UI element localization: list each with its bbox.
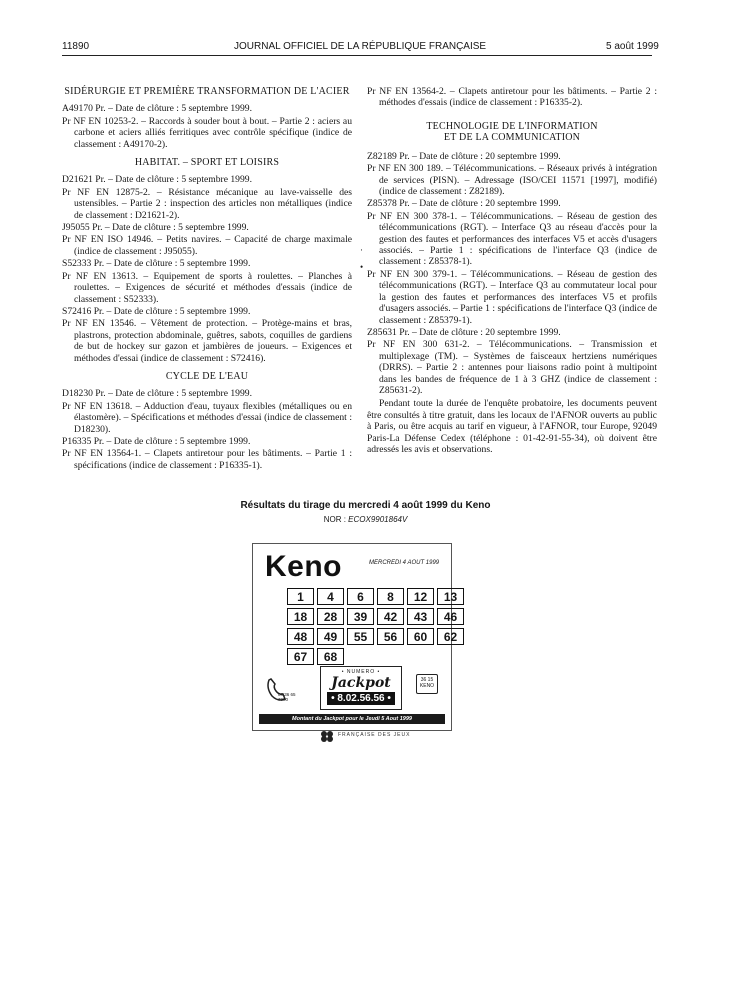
entry: Pr NF EN 300 189. – Télécommunications. – Réseaux privés à intégration de services (PISN). – Adressage (ISO/CEI 11571 [1997], modifié) (indice de classement : Z82189). (367, 163, 657, 198)
keno-number: 56 (377, 628, 404, 645)
keno-number: 49 (317, 628, 344, 645)
keno-ticket (252, 543, 458, 731)
ticket-date: MERCREDI 4 AOUT 1999 (369, 560, 440, 566)
entry: Pr NF EN 13546. – Vêtement de protection. – Protège-mains et bras, plastrons, protection abdominale, guêtres, sabots, coquilles de gardiens de but de hockey sur gazon et jambières de joueurs. – Exigences et méthodes d'essai (indice de classement : S72416). (62, 318, 352, 364)
section-title-cycle-eau: CYCLE DE L'EAU (165, 370, 249, 382)
phone-number (278, 692, 308, 702)
keno-number: 68 (317, 648, 344, 665)
entry: P16335 Pr. – Date de clôture : 5 septembre 1999. (62, 435, 251, 447)
keno-number: 55 (347, 628, 374, 645)
keno-number: 28 (317, 608, 344, 625)
keno-number: 60 (407, 628, 434, 645)
keno-number: 42 (377, 608, 404, 625)
closing-paragraph: Pendant toute la durée de l'enquête probatoire, les documents peuvent être consultés à titre gratuit, dans les locaux de l'AFNOR ouverts au public à Paris, ou être acquis au tarif en vigueur, à l'AFNOR, tour Europe, 92049 Paris-La Défense Cedex (téléphone : 01-42-91-55-34), où doivent être adressés les avis et observations. (367, 398, 657, 455)
entry: A49170 Pr. – Date de clôture : 5 septembre 1999. (62, 103, 252, 115)
keno-number: 62 (437, 628, 464, 645)
entry: D18230 Pr. – Date de clôture : 5 septembre 1999. (62, 388, 252, 400)
margin-mark: · (360, 245, 363, 255)
keno-number: 46 (437, 608, 464, 625)
entry: Pr NF EN 300 379-1. – Télécommunications. – Réseau de gestion des télécommunications (RGT). – Interface Q3 au commutateur local pour la gestion des fautes et performances des interfaces V5 et profils d'usagers associés. – Partie 1 : spécifications de l'interface Q3 (indice de classement : Z85379-1). (367, 268, 657, 326)
right-column (367, 86, 657, 455)
keno-number-grid (287, 588, 464, 665)
minitel-line: KENO (419, 683, 435, 689)
keno-logo: Keno (265, 550, 342, 583)
phone-line: 08 36 65 (278, 692, 296, 697)
entry: Pr NF EN 300 378-1. – Télécommunications. – Réseau de gestion des télécommunications (RGT). – Interface Q3 au réseau d'accès pour la gestion des fautes et performances des interfaces V5 et accès d'usagers associés. – Partie 1 : spécifications de l'interface Q3 (indice de classement : Z85378-1). (367, 210, 657, 268)
header-date: 5 août 1999 (606, 41, 659, 52)
entry: Pr NF EN 13618. – Adduction d'eau, tuyaux flexibles (métalliques ou en élastomère). – Spécifications et méthodes d'essai (indice de classement : D18230). (62, 400, 352, 435)
entry: S72416 Pr. – Date de clôture : 5 septembre 1999. (62, 305, 251, 317)
keno-number: 6 (347, 588, 374, 605)
entry: Pr NF EN 10253-2. – Raccords à souder bout à bout. – Partie 2 : aciers au carbone et aciers alliés ferritiques avec contrôle spécifique (indice de classement : A49170-2). (62, 115, 352, 150)
phone-line: 7000 (278, 697, 289, 702)
results-title: Résultats du tirage du mercredi 4 août 1999 du Keno (240, 500, 491, 511)
entry: Pr NF EN ISO 14946. – Petits navires. – Capacité de charge maximale (indice de classement : J95055). (62, 234, 352, 257)
left-column (62, 86, 352, 472)
keno-number: 8 (377, 588, 404, 605)
entry: D21621 Pr. – Date de clôture : 5 septembre 1999. (62, 174, 252, 186)
jackpot-box (320, 666, 402, 710)
section-title-technologie (367, 121, 657, 143)
page-number: 11890 (62, 41, 90, 52)
section-title-habitat: HABITAT. – SPORT ET LOISIRS (134, 157, 280, 169)
jackpot-logo: Jackpot (331, 675, 391, 691)
keno-number: 12 (407, 588, 434, 605)
fdj-label: FRANÇAISE DES JEUX (338, 732, 411, 738)
journal-title: JOURNAL OFFICIEL DE LA RÉPUBLIQUE FRANÇAISE (234, 41, 487, 52)
keno-number: 48 (287, 628, 314, 645)
keno-number: 4 (317, 588, 344, 605)
entry: Z82189 Pr. – Date de clôture : 20 septembre 1999. (367, 150, 561, 162)
jackpot-number: • 8.02.56.56 • (327, 692, 395, 705)
fdj-footer (252, 729, 450, 743)
keno-number: 43 (407, 608, 434, 625)
entry: Pr NF EN 13564-2. – Clapets antiretour pour les bâtiments. – Partie 2 : méthodes d'essais (indice de classement : P16335-2). (367, 86, 657, 109)
header-rule (62, 55, 652, 56)
entry: S52333 Pr. – Date de clôture : 5 septembre 1999. (62, 258, 251, 270)
keno-number: 1 (287, 588, 314, 605)
keno-number: 18 (287, 608, 314, 625)
keno-number: 67 (287, 648, 314, 665)
nor-code: ECOX9901864V (348, 515, 408, 524)
minitel-line: 36 15 (420, 677, 434, 683)
entry: Pr NF EN 13613. – Equipement de sports à roulettes. – Planches à roulettes. – Exigences de sécurité et méthodes d'essais (indice de classement : S52333). (62, 270, 352, 305)
entry: J95055 Pr. – Date de clôture : 5 septembre 1999. (62, 222, 249, 234)
jackpot-banner: Montant du Jackpot pour le Jeudi 5 Aout 1999 (259, 714, 445, 724)
entry: Pr NF EN 13564-1. – Clapets antiretour pour les bâtiments. – Partie 1 : spécifications (indice de classement : P16335-1). (62, 448, 352, 471)
keno-number: 13 (437, 588, 464, 605)
entry: Pr NF EN 12875-2. – Résistance mécanique au lave-vaisselle des ustensibles. – Partie 2 : inspection des articles non métalliques (indice de classement : D21621-2). (62, 186, 352, 221)
jackpot-label: • NUMERO • (341, 669, 381, 675)
margin-mark: • (360, 262, 364, 272)
results-nor (0, 515, 731, 524)
section-title-siderurgie: SIDÉRURGIE ET PREMIÈRE TRANSFORMATION DE L'ACIER (64, 86, 350, 97)
section-title-line: ET DE LA COMMUNICATION (443, 131, 581, 143)
keno-number: 39 (347, 608, 374, 625)
entry: Pr NF EN 300 631-2. – Télécommunications. – Transmission et multiplexage (TM). – Systèmes de faisceaux hertziens numériques (DRRS). – Partie 2 : antennes pour liaisons radio point à multipoint dans les bandes de fréquence de 1 à 3 GHZ (indice de classement : Z85631-2). (367, 339, 657, 396)
clover-icon (320, 730, 334, 742)
entry: Z85378 Pr. – Date de clôture : 20 septembre 1999. (367, 198, 561, 210)
section-title-line: TECHNOLOGIE DE L'INFORMATION (426, 120, 598, 132)
entry: Z85631 Pr. – Date de clôture : 20 septembre 1999. (367, 326, 561, 338)
minitel-icon (416, 674, 438, 694)
nor-label: NOR : (323, 515, 346, 524)
